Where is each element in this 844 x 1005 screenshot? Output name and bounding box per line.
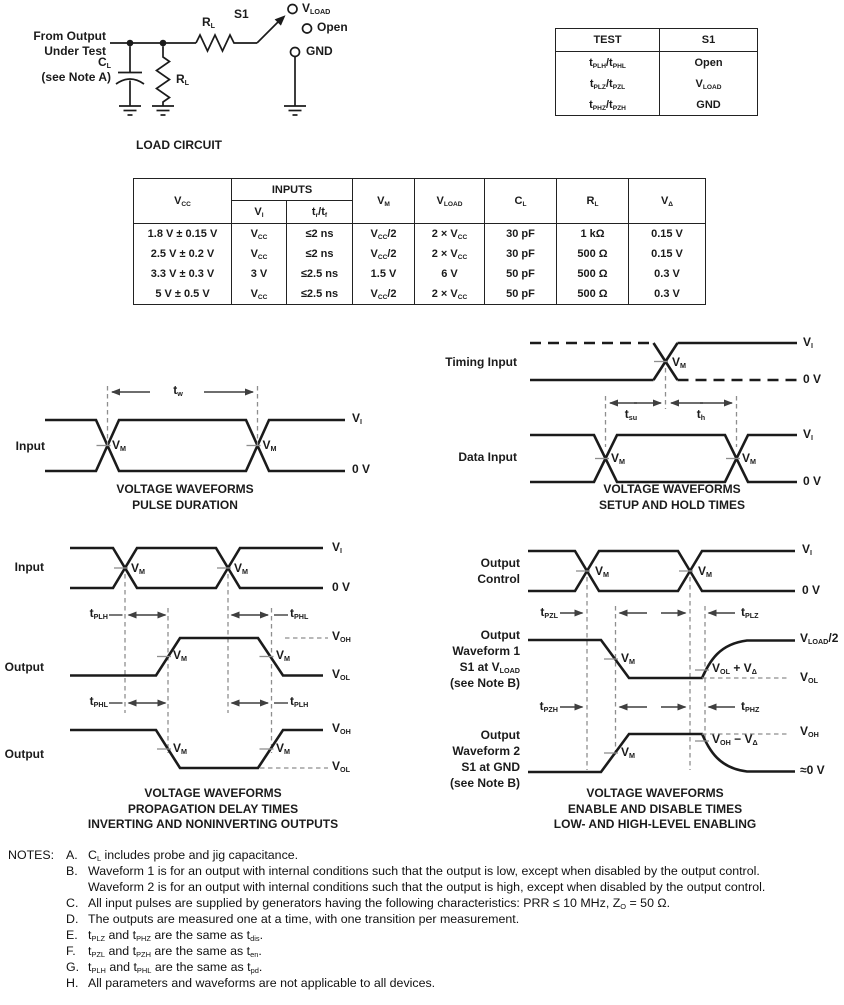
col-header-vm: $V_M$ <box>353 179 415 224</box>
tplh-label: $t_{PLH}$ <box>290 694 309 710</box>
vm-label: $V_M$ <box>262 438 277 454</box>
note-g: G. $t_{PLH}$ and $t_{PHL}$ are the same as $t_{pd}$. <box>66 960 263 976</box>
s1-table-header-s1: S1 <box>660 29 758 52</box>
table-row: 2.5 V ± 0.2 V $V_{CC}$ ≤2 ns $V_{CC}/2$ $2 \times V_{CC}$ 30 pF 500 Ω 0.15 V <box>134 244 706 264</box>
data-input-label: Data Input <box>458 450 517 464</box>
waveform-setup-hold <box>530 343 797 482</box>
col-header-vcc: $V_{CC}$ <box>134 179 232 224</box>
note-b-continued: Waveform 2 is for an output with internal conditions such that the output is high, except when disabled by the output control. <box>88 880 766 894</box>
col-header-rl: $R_L$ <box>557 179 629 224</box>
vm-label: $V_M$ <box>611 451 626 467</box>
vload-half-level-label: $V_{LOAD}/2$ <box>800 631 839 647</box>
output-label: Output <box>4 747 44 761</box>
from-output-label: From Output Under Test <box>33 29 106 58</box>
vm-label: $V_M$ <box>698 564 713 580</box>
output-label: Output <box>4 660 44 674</box>
shunt-resistor-label: $R_L$ <box>176 72 190 88</box>
vi-level-label: $V_I$ <box>803 335 814 351</box>
vi-level-label: $V_I$ <box>352 411 363 427</box>
voh-level-label: $V_{OH}$ <box>800 724 819 740</box>
load-circuit-caption: LOAD CIRCUIT <box>136 138 222 152</box>
setup-hold-title: VOLTAGE WAVEFORMS SETUP AND HOLD TIMES <box>598 482 746 512</box>
waveform-pulse-duration <box>45 383 345 471</box>
note-a: A. $C_L$ includes probe and jig capacitance. <box>66 848 299 864</box>
test-conditions-table <box>133 178 706 305</box>
note-f: F. $t_{PZL}$ and $t_{PZH}$ are the same as $t_{en}$. <box>66 944 262 960</box>
vi-level-label: $V_I$ <box>802 542 813 558</box>
vi-level-label: $V_I$ <box>803 427 814 443</box>
vm-label: $V_M$ <box>173 741 188 757</box>
vm-label: $V_M$ <box>621 745 636 761</box>
zero-level-label: 0 V <box>803 372 822 386</box>
tpzl-label: $t_{PZL}$ <box>540 605 558 621</box>
tplz-label: $t_{PLZ}$ <box>741 605 759 621</box>
junction-dot <box>160 40 167 47</box>
notes-section <box>8 847 842 991</box>
vol-level-label: $V_{OL}$ <box>332 667 350 683</box>
vm-label: $V_M$ <box>276 648 291 664</box>
voh-level-label: $V_{OH}$ <box>332 721 351 737</box>
table-row: $t_{PLH}/t_{PHL}$ Open <box>556 52 758 74</box>
vol-plus-vdelta-label: $V_{OL} + V_\Delta$ <box>712 661 757 677</box>
note-e: E. $t_{PLZ}$ and $t_{PHZ}$ are the same as $t_{dis}$. <box>66 928 264 944</box>
vi-level-label: $V_I$ <box>332 540 343 556</box>
table-row: 5 V ± 0.5 V $V_{CC}$ ≤2.5 ns $V_{CC}/2$ $2 \times V_{CC}$ 50 pF 500 Ω 0.3 V <box>134 284 706 305</box>
vm-label: $V_M$ <box>672 355 687 371</box>
vload-terminal-label: $V_{LOAD}$ <box>302 1 331 17</box>
ground-symbol <box>284 106 306 115</box>
table-row: 1.8 V ± 0.15 V $V_{CC}$ ≤2 ns $V_{CC}/2$ $2 \times V_{CC}$ 30 pF 1 kΩ 0.15 V <box>134 224 706 245</box>
series-resistor <box>196 35 257 51</box>
junction-dot <box>127 40 134 47</box>
note-b: B. Waveform 1 is for an output with internal conditions such that the output is low, except when disabled by the output control. <box>66 864 760 878</box>
terminal-vload <box>288 5 297 14</box>
col-header-inputs: INPUTS <box>232 179 353 201</box>
cl-label-block: $C_L$ (see Note A) <box>41 55 111 84</box>
tphl-label: $t_{PHL}$ <box>89 694 108 710</box>
enable-disable-title: VOLTAGE WAVEFORMS ENABLE AND DISABLE TIMES LOW- AND HIGH-LEVEL ENABLING <box>553 786 757 831</box>
vm-label: $V_M$ <box>173 648 188 664</box>
switch-arm <box>257 21 279 43</box>
vm-label: $V_M$ <box>595 564 610 580</box>
output-waveform1-label: Output Waveform 1 S1 at $V_{LOAD}$ (see Note B) <box>449 628 520 690</box>
table-row: 3.3 V ± 0.3 V 3 V ≤2.5 ns 1.5 V 6 V 50 pF 500 Ω 0.3 V <box>134 264 706 284</box>
terminal-gnd <box>291 48 300 57</box>
table-row: $t_{PHZ}/t_{PZH}$ GND <box>556 94 758 116</box>
vm-label: $V_M$ <box>742 451 757 467</box>
terminal-open <box>303 24 312 33</box>
open-terminal-label: Open <box>317 20 348 34</box>
zero-level-label: 0 V <box>802 583 821 597</box>
output-control-label: Output Control <box>477 556 520 586</box>
vm-label: $V_M$ <box>621 651 636 667</box>
vm-label: $V_M$ <box>234 561 249 577</box>
col-header-vload: $V_{LOAD}$ <box>415 179 485 224</box>
note-h: H. All parameters and waveforms are not applicable to all devices. <box>66 976 436 990</box>
notes-heading: NOTES: <box>8 848 55 862</box>
note-c: C. All input pulses are supplied by generators having the following characteristics: PRR ≤ 10 MHz, $Z_O = 50$ Ω. <box>66 896 671 912</box>
gnd-terminal-label: GND <box>306 44 333 58</box>
shunt-resistor <box>157 46 170 106</box>
zero-level-label: 0 V <box>332 580 351 594</box>
tphz-label: $t_{PHZ}$ <box>741 699 760 715</box>
note-d: D. The outputs are measured one at a time, with one transition per measurement. <box>66 912 520 926</box>
tsu-label: $t_{su}$ <box>624 407 638 423</box>
tphl-label: $t_{PHL}$ <box>290 606 309 622</box>
pulse-duration-title: VOLTAGE WAVEFORMS PULSE DURATION <box>116 482 254 512</box>
tw-label: $t_w$ <box>173 383 183 399</box>
vm-label: $V_M$ <box>131 561 146 577</box>
vm-label: $V_M$ <box>112 438 127 454</box>
s1-test-table <box>555 28 758 116</box>
zero-level-label: 0 V <box>803 474 822 488</box>
col-header-cl: $C_L$ <box>485 179 557 224</box>
input-label: Input <box>14 560 44 574</box>
propagation-delay-title: VOLTAGE WAVEFORMS PROPAGATION DELAY TIMES INVERTING AND NONINVERTING OUTPUTS <box>87 786 339 831</box>
input-label: Input <box>15 439 45 453</box>
approx-zero-level-label: ≈0 V <box>800 763 825 777</box>
vm-label: $V_M$ <box>276 741 291 757</box>
voh-minus-vdelta-label: $V_{OH} - V_\Delta$ <box>712 732 758 748</box>
vol-level-label: $V_{OL}$ <box>800 670 818 686</box>
tpzh-label: $t_{PZH}$ <box>539 699 558 715</box>
switch-s1-label: S1 <box>234 7 249 21</box>
voh-level-label: $V_{OH}$ <box>332 629 351 645</box>
col-header-vdelta: $V_\Delta$ <box>629 179 706 224</box>
vol-level-label: $V_{OL}$ <box>332 759 350 775</box>
ground-symbol <box>119 106 141 115</box>
ground-symbol <box>152 106 174 115</box>
table-row: $t_{PLZ}/t_{PZL}$ $V_{LOAD}$ <box>556 73 758 94</box>
th-label: $t_h$ <box>696 407 706 423</box>
col-header-trtf: $t_r/t_f$ <box>287 201 353 224</box>
col-header-vi: $V_I$ <box>232 201 287 224</box>
series-resistor-label: $R_L$ <box>202 15 216 31</box>
timing-input-label: Timing Input <box>445 355 517 369</box>
zero-level-label: 0 V <box>352 462 371 476</box>
tplh-label: $t_{PLH}$ <box>89 606 108 622</box>
output-waveform2-label: Output Waveform 2 S1 at GND (see Note B) <box>449 728 520 790</box>
s1-table-header-test: TEST <box>556 29 660 52</box>
